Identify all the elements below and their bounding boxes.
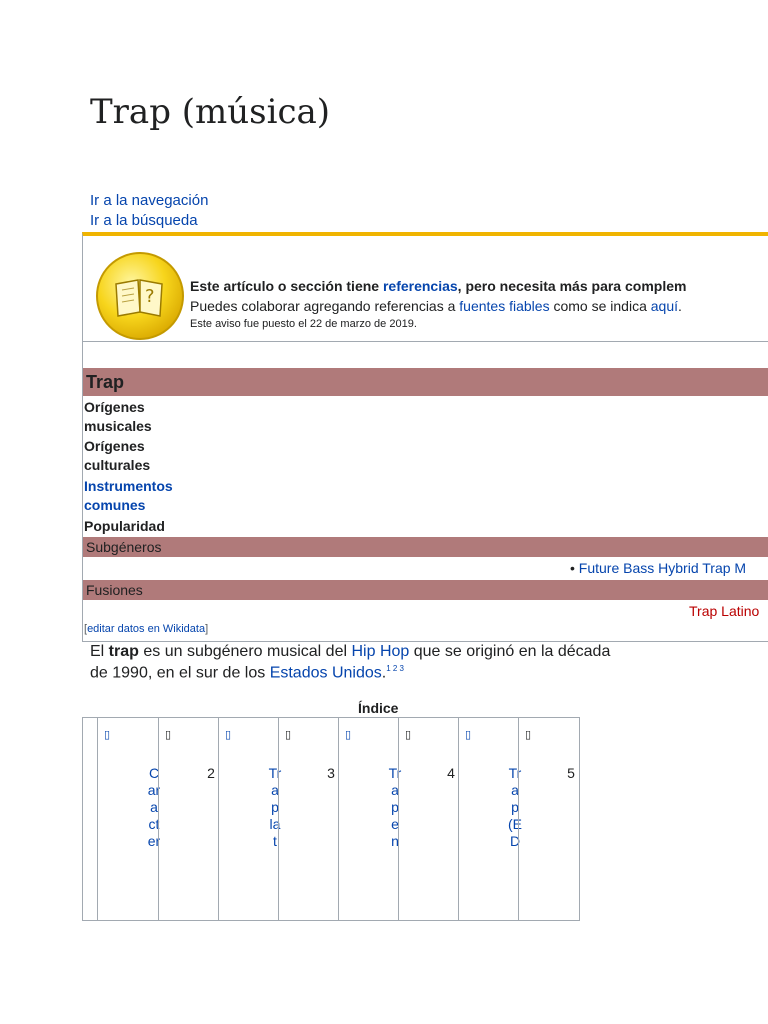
toc-entry-number: 2 (207, 765, 215, 781)
toc-toggle-icon[interactable]: ▯ (104, 728, 111, 741)
toc-entry-number: 3 (327, 765, 335, 781)
notice-text: como se indica (549, 298, 651, 314)
infobox-label-musical-origins (84, 398, 152, 436)
text: El (90, 643, 109, 660)
reference-links[interactable]: 1 2 3 (386, 664, 404, 673)
book-question-icon (96, 252, 184, 340)
label-line: Popularidad (84, 518, 165, 534)
references-link[interactable]: referencias (382, 278, 458, 294)
toc-toggle-icon[interactable]: ▯ (465, 728, 472, 741)
skip-to-search-link[interactable]: Ir a la búsqueda (90, 212, 198, 229)
toc-entry-link[interactable]: Caracter (147, 765, 161, 849)
toc-toggle-icon[interactable]: ▯ (345, 728, 352, 741)
svg-text:?: ? (145, 286, 155, 307)
notice-text: , pero necesita más para complem (457, 278, 687, 294)
fusions-header: Fusiones (83, 580, 768, 600)
toc-column-divider (398, 717, 399, 921)
notice-text: Este artículo o sección tiene (190, 278, 383, 294)
notice-line-1 (190, 278, 686, 294)
toc-entry-link[interactable]: Trap en (388, 765, 402, 849)
intro-line-1 (90, 643, 610, 661)
notice-text: . (678, 298, 682, 314)
bracket: [ (84, 623, 88, 635)
notice-line-2 (190, 298, 682, 314)
toc-toggle-icon[interactable]: ▯ (405, 728, 412, 741)
toc-toggle-icon[interactable]: ▯ (165, 728, 172, 741)
label-line[interactable]: comunes (84, 497, 146, 513)
toc-column-divider (338, 717, 339, 921)
label-line: Orígenes (84, 399, 145, 415)
bullet: • (570, 560, 575, 576)
notice-text: Puedes colaborar agregando referencias a (190, 298, 460, 314)
subgenre-link[interactable]: Future Bass Hybrid Trap M (578, 560, 747, 576)
fusion-link-trap-latino[interactable]: Trap Latino (689, 603, 760, 619)
toc-toggle-icon[interactable]: ▯ (525, 728, 532, 741)
toc-entry-number: 4 (447, 765, 455, 781)
toc-column-divider (97, 717, 98, 921)
notice-date: Este aviso fue puesto el 22 de marzo de 2019. (190, 318, 417, 330)
bracket: ] (205, 623, 209, 635)
infobox-label-popularity (84, 517, 165, 536)
page-title: Trap (música) (90, 92, 331, 132)
toc-column-divider (278, 717, 279, 921)
toc-toggle-icon[interactable]: ▯ (225, 728, 232, 741)
subgenres-header: Subgéneros (83, 537, 768, 557)
toc-entry-number: 5 (567, 765, 575, 781)
hip-hop-link[interactable]: Hip Hop (351, 643, 410, 660)
text: es un subgénero musical del (138, 643, 352, 660)
label-line: Orígenes (84, 438, 145, 454)
text: de 1990, en el sur de los (90, 664, 270, 682)
label-line: musicales (84, 418, 152, 434)
infobox-title: Trap (83, 368, 768, 396)
infobox-label-instruments-link[interactable] (84, 477, 173, 515)
edit-wikidata (84, 623, 208, 635)
toc-entry-link[interactable]: Trap lat (268, 765, 282, 849)
toc-column-divider (218, 717, 219, 921)
skip-to-navigation-link[interactable]: Ir a la navegación (90, 192, 209, 209)
toc-title: Índice (358, 700, 399, 716)
subgenres-list (570, 560, 746, 576)
intro-line-2 (90, 664, 404, 682)
toc-entry-link[interactable]: Trap (ED (508, 765, 522, 849)
bold-term: trap (108, 643, 139, 660)
label-line: culturales (84, 457, 151, 473)
label-line[interactable]: Instrumentos (84, 478, 173, 494)
toc-toggle-icon[interactable]: ▯ (285, 728, 292, 741)
reliable-sources-link[interactable]: fuentes fiables (459, 298, 550, 314)
here-link[interactable]: aquí (650, 298, 679, 314)
toc-column-divider (458, 717, 459, 921)
text: que se originó en la década (409, 643, 611, 660)
edit-wikidata-link[interactable]: editar datos en Wikidata (87, 623, 206, 635)
infobox-label-cultural-origins (84, 437, 150, 475)
toc-column-divider (158, 717, 159, 921)
united-states-link[interactable]: Estados Unidos (269, 664, 382, 682)
toc-column-divider (518, 717, 519, 921)
text: . (381, 664, 387, 682)
